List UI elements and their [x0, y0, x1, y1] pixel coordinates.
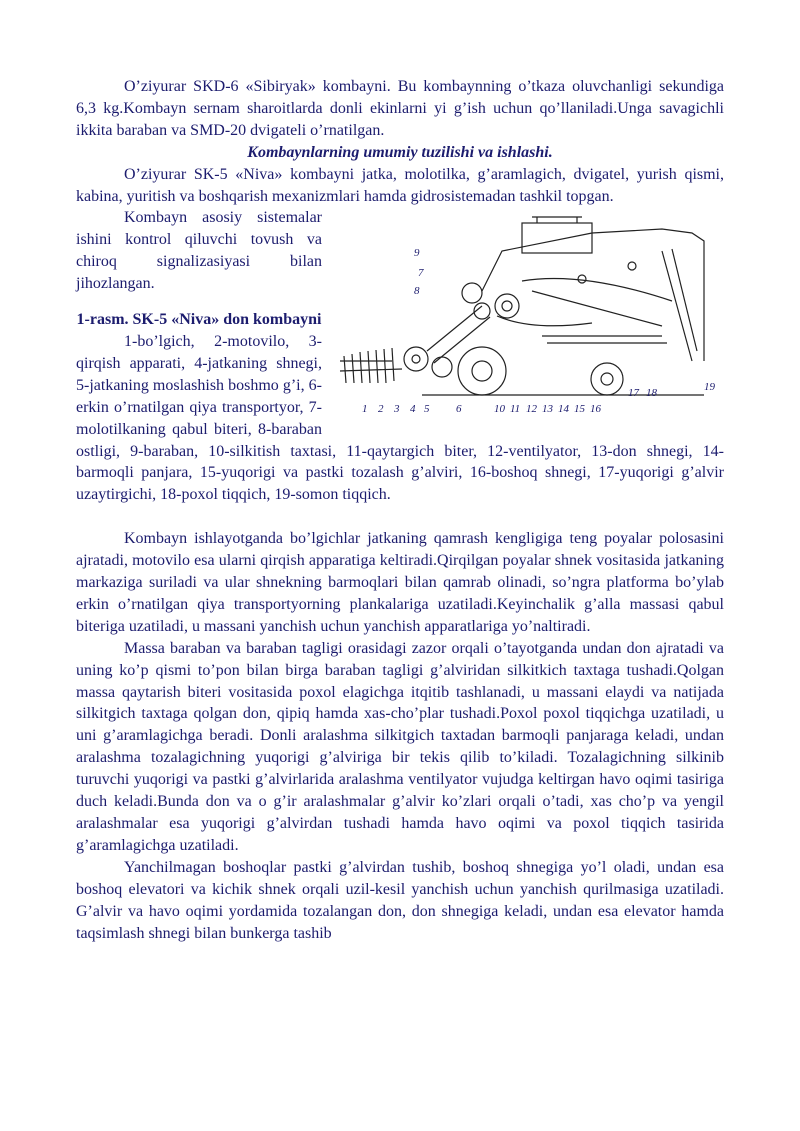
thresher-body: [462, 217, 704, 361]
paragraph-threshing: Massa baraban va baraban tagligi orasidagi zazor orqali o’tayotganda undan don ajratadi va uning ko’p qismi to’pon bilan birga baraban tagligi g’alviridan silkitkich taxtaga tushadi.Qolgan massa qaytarish biteri vositasida poxol elagichga itqitib tashlanadi, u massani elaydi va natijada silkitgich taxtaga qolgan don, qipiq hamda xas-cho’plar tushadi.Poxol poxol tiqqichga uzatiladi, u uni g’aramlagichga beradi. Donli aralashma silkitgich taxtadan barmoqli panjaraga keladi, undan aralashma tozalagichning yuqorigi g’alviriga bir tekis qilib to’kiladi. Tozalagichning silkinib turuvchi yuqorigi va pastki g’alvirlarida aralashma ventilyator vujudga keltirgan havo oqimi tasiriga duch keladi.Bunda don va o g’ir aralashmalar g’alvir ko’zlari orqali o’tadi, xas cho’p va yengil aralashmalar esa yuqorigi g’alvirdan tushadi hamda havo oqimi va poxol tiqqich tasirida g’aramlagichga uzatiladi.: [76, 639, 724, 854]
paragraph-operation: Kombayn ishlayotganda bo’lgichlar jatkaning qamrash kengligiga teng poyalar polosasini ajratadi, motovilo esa ularni qirqish apparatiga keltiradi.Qirqilgan poyalar shnek vositasida jatkaning markaziga suriladi va ular shnekning barmoqlari bilan qamrab olinadi, so’ngra platforma bo’ylab erkin o’rnatilgan qiya transportyorning plankalariga uzatiladi.Keyinchalik g’alla massasi qabul biteriga uzatiladi, u massani yanchish uchun yanchish apparatlariga yo’naltiradi.: [76, 530, 724, 635]
section-heading: Kombaynlarning umumiy tuzilishi va ishlashi.: [247, 143, 553, 161]
paragraph-niva-structure: O’ziyurar SK-5 «Niva» kombayni jatka, molotilka, g’aramlagich, dvigatel, yurish qismi, kabina, yuritish va boshqarish mexanizmlari hamda gidrosistemadan tashkil topgan.: [76, 165, 724, 205]
label-18: 18: [646, 387, 657, 400]
label-3: 3: [394, 403, 400, 416]
label-10: 10: [494, 403, 505, 416]
label-7: 7: [418, 267, 424, 280]
label-19: 19: [704, 381, 715, 394]
label-15: 15: [574, 403, 585, 416]
label-12: 12: [526, 403, 537, 416]
label-1: 1: [362, 403, 368, 416]
wheels: [422, 347, 704, 395]
figure-caption-title: 1-rasm. SK-5 «Niva» don kombayni: [76, 311, 322, 329]
label-6: 6: [456, 403, 462, 416]
label-16: 16: [590, 403, 601, 416]
paragraph-signalization: Kombayn asosiy sistemalar ishini kontrol qiluvchi tovush va chiroq signalizasiyasi bilan jihozlangan.: [76, 209, 322, 293]
document-page: [76, 76, 724, 944]
label-11: 11: [510, 403, 521, 416]
header-reel: [340, 347, 452, 383]
label-8: 8: [414, 285, 420, 298]
label-9: 9: [414, 247, 420, 260]
combine-harvester-figure: [332, 211, 724, 423]
label-2: 2: [378, 403, 384, 416]
label-14: 14: [558, 403, 569, 416]
figure-caption-legend: 1-bo’lgich, 2-motovilo, 3-qirqish apparati, 4-jatkaning shnegi, 5-jatkaning moslashish boshmo g’i, 6-erkin o’rnatilgan qiya transportyor, 7-molotilkaning qabul biteri, 8-baraban ostligi, 9-baraban, 10-silkitish taxtasi, 11-qaytargich biter, 12-ventilyator, 13-don shnegi, 14-barmoqli panjara, 15-yuqorigi va pastki tozalash g’alviri, 16-boshoq shnegi, 17-yuqorigi g’alvir uzaytirgichi, 18-poxol tiqqich, 19-somon tiqqich.: [76, 332, 724, 504]
label-5: 5: [424, 403, 430, 416]
label-13: 13: [542, 403, 553, 416]
label-17: 17: [628, 387, 639, 400]
combine-harvester-drawing: [332, 211, 724, 423]
label-4: 4: [410, 403, 416, 416]
paragraph-cleaning: Yanchilmagan boshoqlar pastki g’alvirdan tushib, boshoq shnegiga yo’l oladi, undan esa boshoq elevatori va kichik shnek orqali uzil-kesil yanchish uchun yanchish qurilmasiga uzatiladi. G’alvir va havo oqimi yordamida tozalangan don, don shnegiga keladi, undan esa elevator hamda taqsimlash shnegi bilan bunkerga tashib: [76, 858, 724, 942]
paragraph-sibiryak: O’ziyurar SKD-6 «Sibiryak» kombayni. Bu kombaynning o’tkaza oluvchanligi sekundiga 6,3 kg.Kombayn sernam sharoitlarda donli ekinlarni yi g’ish uchun qo’llaniladi.Unga savagichli ikkita baraban va SMD-20 dvigateli o’rnatilgan.: [76, 78, 724, 139]
feeder-conveyor: [427, 303, 490, 363]
